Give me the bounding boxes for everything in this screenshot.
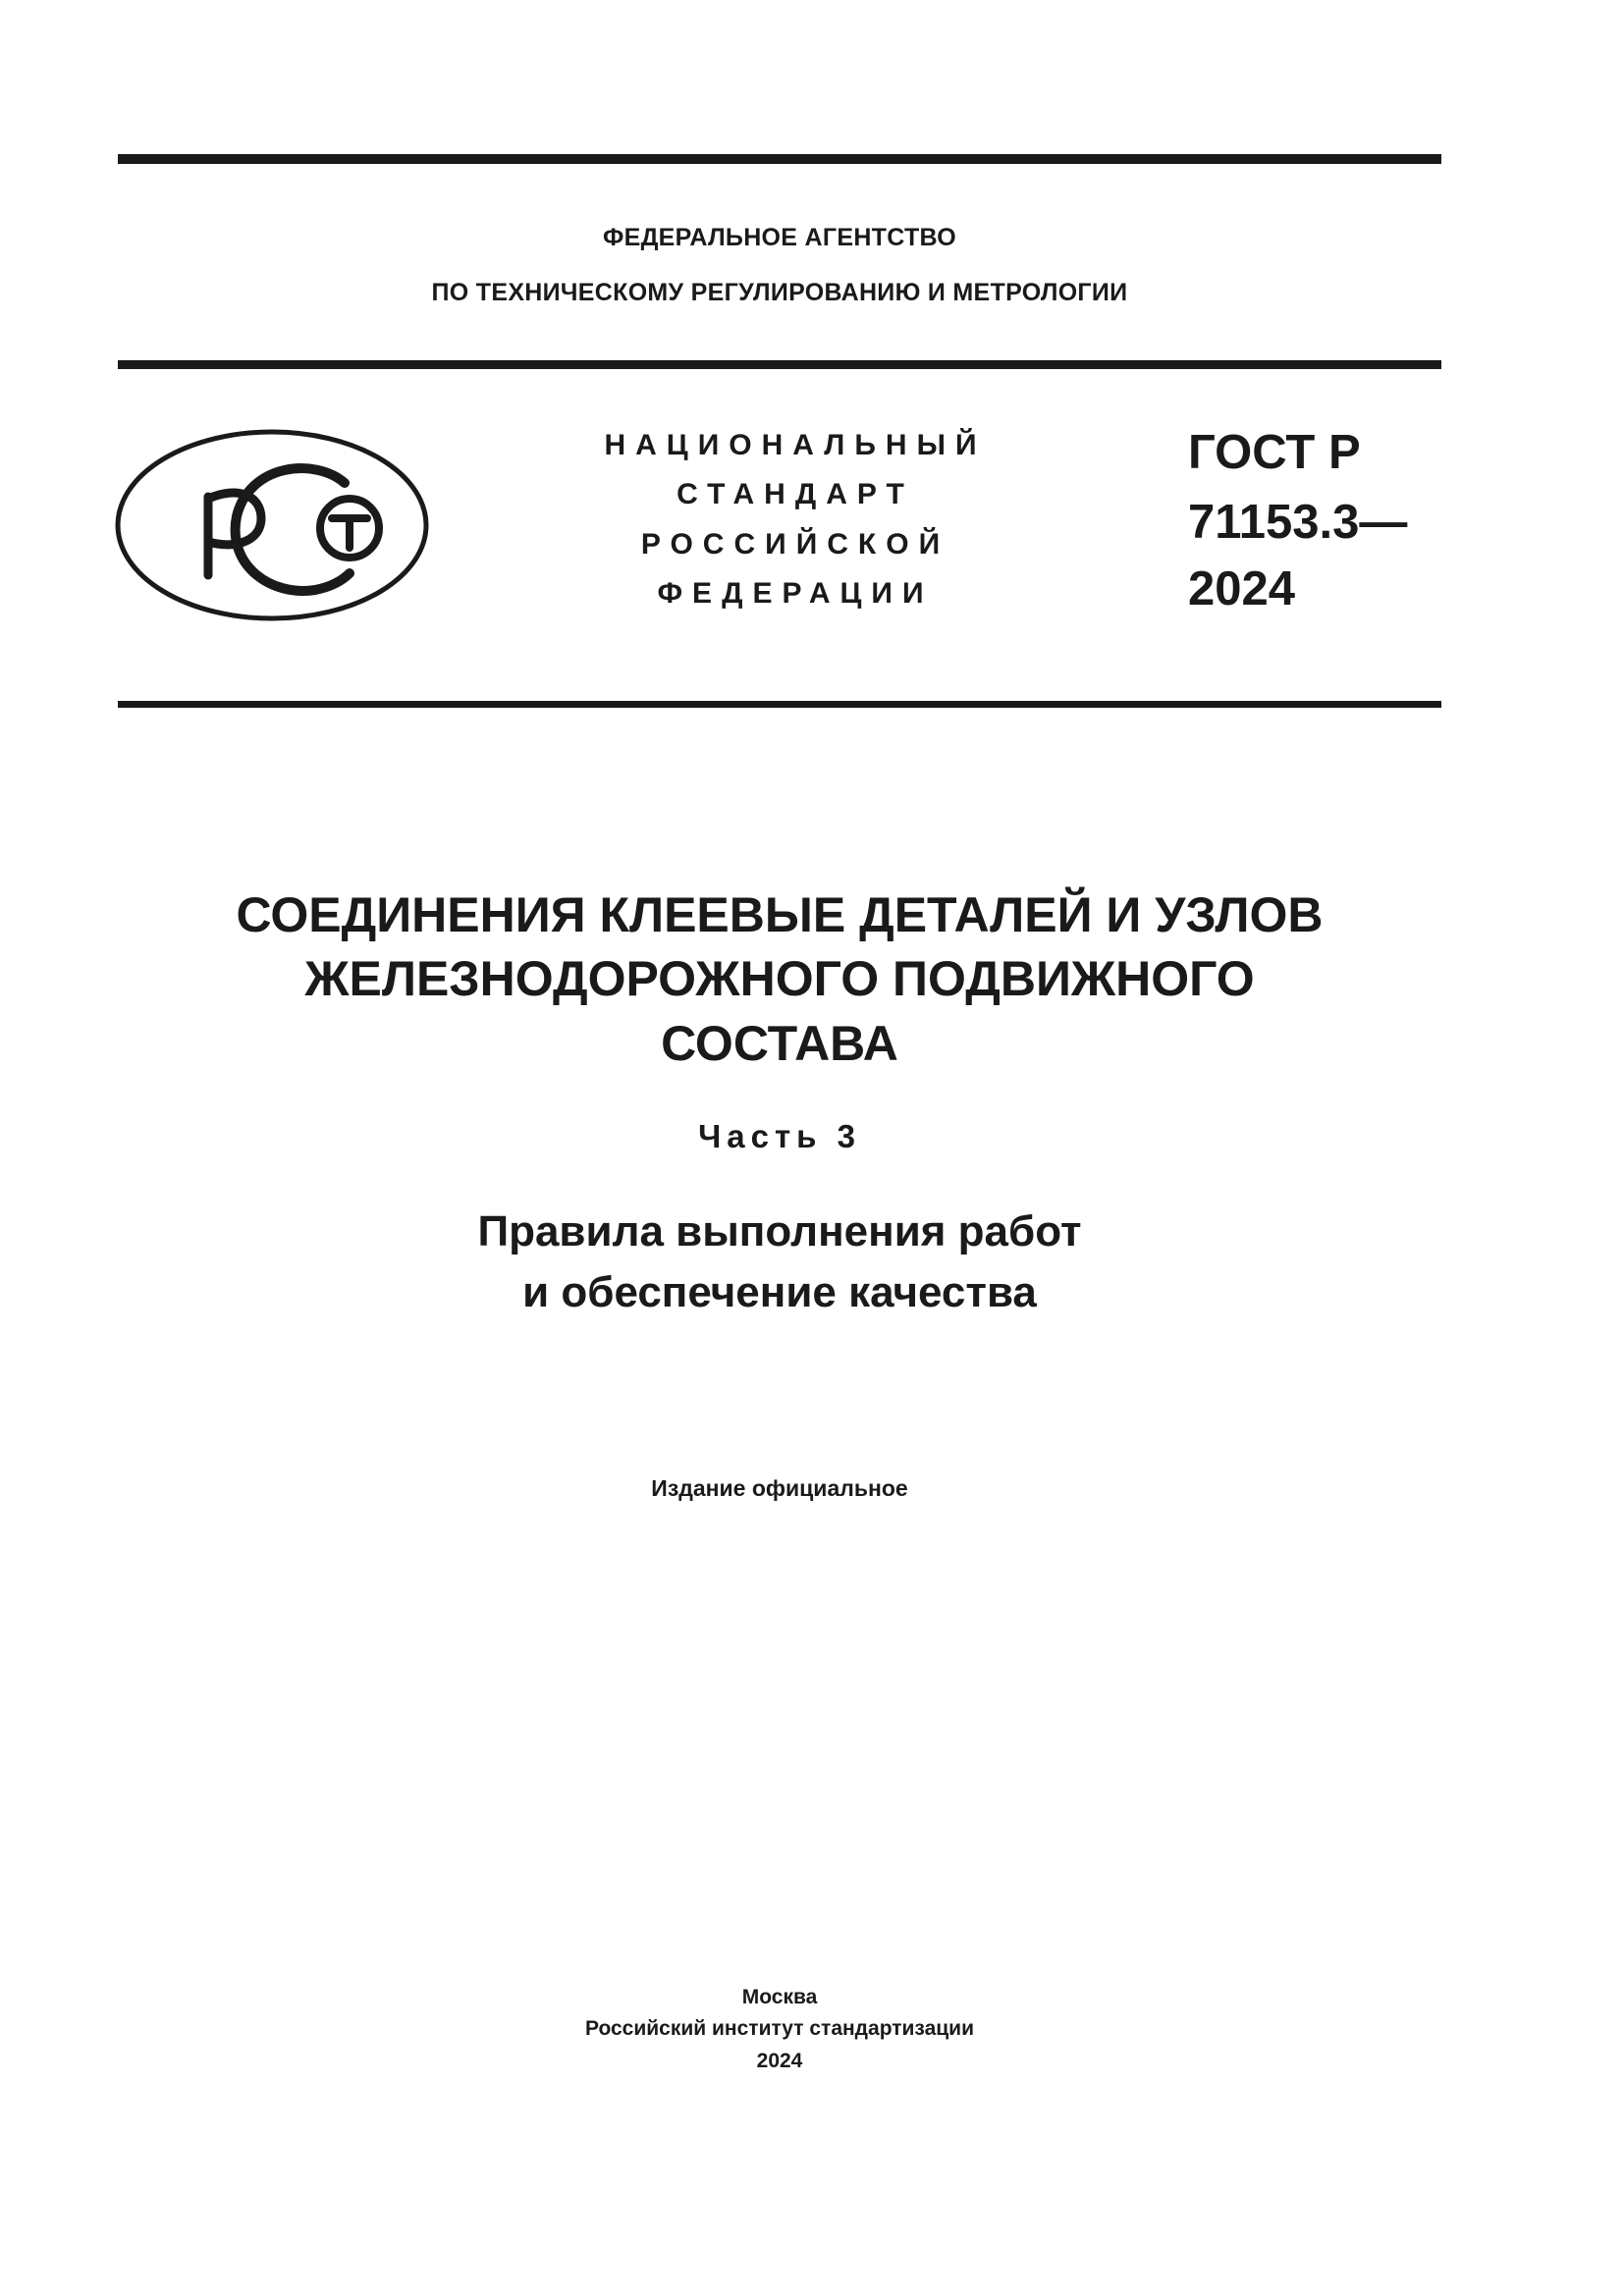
part-number: Часть 3 xyxy=(698,1118,861,1154)
agency-name-line-1: ФЕДЕРАЛЬНОЕ АГЕНТСТВО xyxy=(602,224,957,251)
document-title-line-3: СОСТАВА xyxy=(661,1016,898,1071)
gost-designation-line-3: 2024 xyxy=(1188,562,1296,615)
bottom-divider xyxy=(118,701,1441,708)
top-divider xyxy=(118,154,1441,164)
national-standard-label-3: РОССИЙСКОЙ xyxy=(640,528,950,561)
document-title-line-2: ЖЕЛЕЗНОДОРОЖНОГО ПОДВИЖНОГО xyxy=(304,951,1255,1006)
document-subtitle-line-1: Правила выполнения работ xyxy=(477,1207,1082,1255)
gost-designation-line-2: 71153.3— xyxy=(1188,496,1408,549)
document-title-line-1: СОЕДИНЕНИЯ КЛЕЕВЫЕ ДЕТАЛЕЙ И УЗЛОВ xyxy=(236,887,1324,942)
middle-divider xyxy=(118,360,1441,369)
national-standard-label-2: СТАНДАРТ xyxy=(677,478,914,510)
rst-certification-mark-icon xyxy=(114,428,430,622)
national-standard-label-1: НАЦИОНАЛЬНЫЙ xyxy=(604,429,987,461)
national-standard-label-4: ФЕДЕРАЦИИ xyxy=(657,577,934,610)
imprint-publisher: Российский институт стандартизации xyxy=(584,2017,975,2040)
imprint-year: 2024 xyxy=(756,2050,803,2072)
gost-designation-line-1: ГОСТ Р xyxy=(1188,426,1361,479)
imprint-city: Москва xyxy=(741,1986,818,2008)
agency-name-line-2: ПО ТЕХНИЧЕСКОМУ РЕГУЛИРОВАНИЮ И МЕТРОЛОГИИ xyxy=(431,279,1128,306)
document-subtitle-line-2: и обеспечение качества xyxy=(522,1268,1037,1316)
edition-label: Издание официальное xyxy=(651,1475,908,1501)
